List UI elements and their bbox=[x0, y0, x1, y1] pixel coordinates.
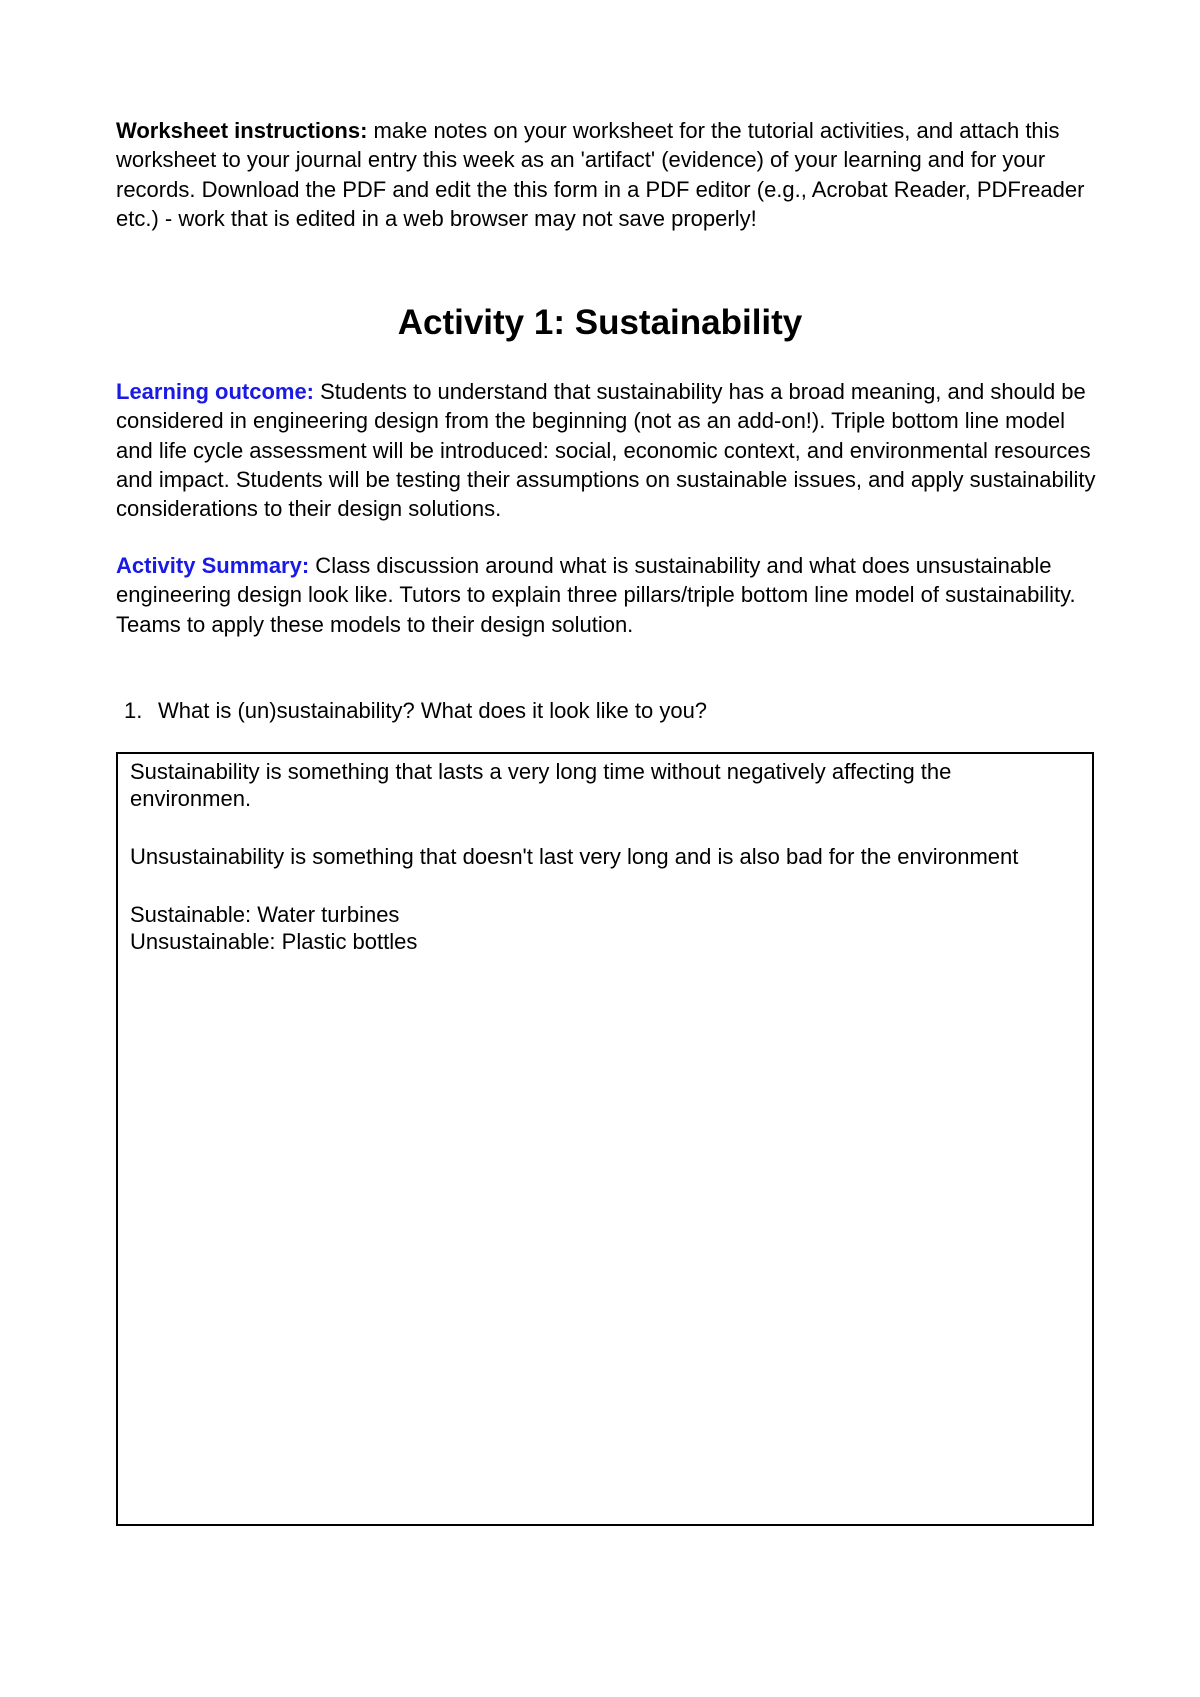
learning-outcome bbox=[116, 377, 1096, 523]
activity-summary-label: Activity Summary: bbox=[116, 553, 310, 578]
question-1-text: What is (un)sustainability? What does it look like to you? bbox=[158, 698, 708, 723]
answer-1-example-unsustainable: Unsustainable: Plastic bottles bbox=[130, 929, 418, 954]
activity-summary bbox=[116, 551, 1096, 639]
learning-outcome-text: Students to understand that sustainability has a broad meaning, and should be considered in engineering design from the beginning (not as an add-on!). Triple bottom line model and life cycle assessment will be introduced: social, economic context, and environmental resources and impact. Students will be testing their assumptions on sustainable issues, and apply sustainability considerations to their design solutions. bbox=[116, 379, 1096, 522]
answer-1-example-sustainable: Sustainable: Water turbines bbox=[130, 902, 400, 927]
answer-1-paragraph-1: Sustainability is something that lasts a very long time without negatively affecting the environmen. bbox=[130, 759, 958, 811]
answer-spacer bbox=[130, 870, 1078, 901]
worksheet-instructions bbox=[116, 116, 1096, 233]
question-1-number: 1. bbox=[124, 698, 143, 723]
answer-1-paragraph-2: Unsustainability is something that doesn't last very long and is also bad for the environment bbox=[130, 844, 1019, 869]
activity-summary-text: Class discussion around what is sustainability and what does unsustainable engineering design look like. Tutors to explain three pillars/triple bottom line model of sustainability. Teams to apply these models to their design solution. bbox=[116, 553, 1076, 637]
instructions-text: make notes on your worksheet for the tutorial activities, and attach this worksheet to your journal entry this week as an 'artifact' (evidence) of your learning and for your records. Download the PDF and edit the this form in a PDF editor (e.g., Acrobat Reader, PDFreader etc.) - work that is edited in a web browser may not save properly! bbox=[116, 118, 1085, 231]
learning-outcome-label: Learning outcome: bbox=[116, 379, 315, 404]
activity-title: Activity 1: Sustainability bbox=[397, 303, 803, 342]
answer-1-field[interactable] bbox=[116, 752, 1094, 1526]
question-1 bbox=[124, 696, 707, 725]
answer-spacer bbox=[130, 812, 1078, 843]
instructions-label: Worksheet instructions: bbox=[116, 118, 368, 143]
